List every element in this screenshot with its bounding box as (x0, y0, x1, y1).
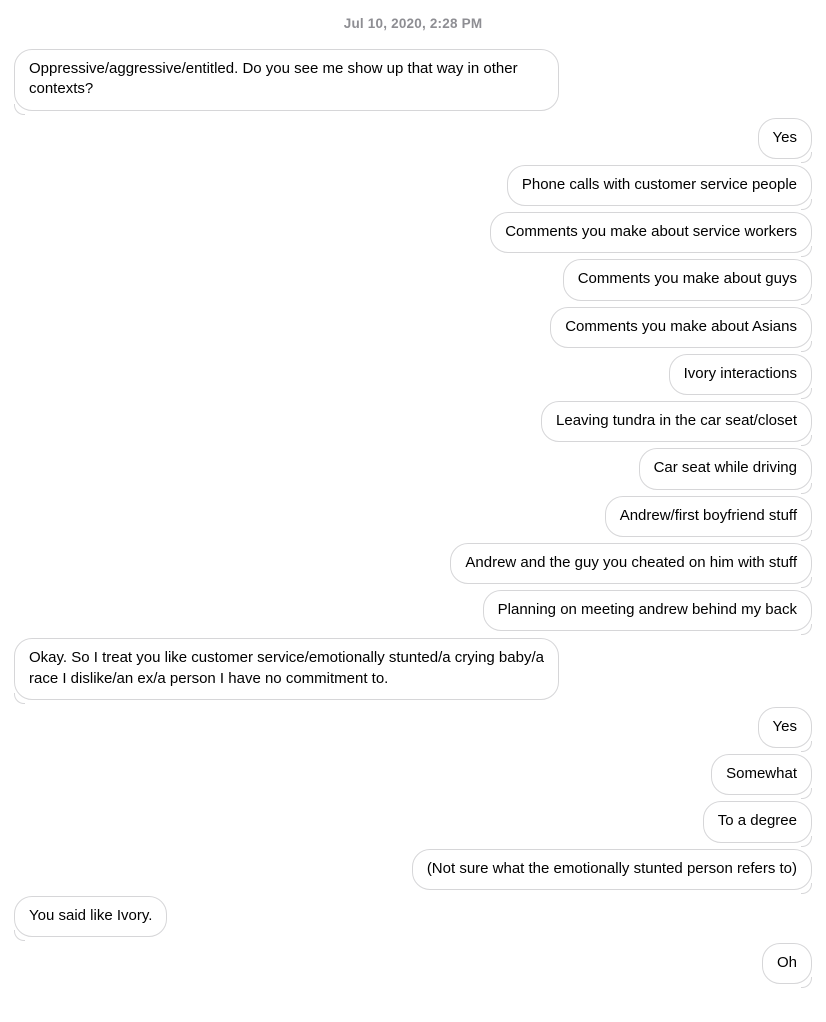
message-bubble-outgoing[interactable]: To a degree (703, 801, 812, 842)
message-bubble-outgoing[interactable]: Comments you make about service workers (490, 212, 812, 253)
message-row (0, 45, 826, 115)
message-bubble-outgoing[interactable]: Comments you make about Asians (550, 307, 812, 348)
message-row (0, 751, 826, 798)
message-bubble-outgoing[interactable]: Oh (762, 943, 812, 984)
message-bubble-outgoing[interactable]: Ivory interactions (669, 354, 812, 395)
message-row (0, 798, 826, 845)
message-row (0, 893, 826, 940)
message-row (0, 209, 826, 256)
message-bubble-incoming[interactable]: Oppressive/aggressive/entitled. Do you see me show up that way in other contexts? (14, 49, 559, 111)
message-row (0, 162, 826, 209)
message-bubble-incoming[interactable]: Okay. So I treat you like customer service/emotionally stunted/a crying baby/a race I dislike/an ex/a person I have no commitment to. (14, 638, 559, 700)
message-row (0, 587, 826, 634)
message-bubble-outgoing[interactable]: Yes (758, 118, 812, 159)
message-row (0, 493, 826, 540)
message-bubble-incoming[interactable]: You said like Ivory. (14, 896, 167, 937)
message-bubble-outgoing[interactable]: Andrew/first boyfriend stuff (605, 496, 812, 537)
message-bubble-outgoing[interactable]: Somewhat (711, 754, 812, 795)
message-row (0, 304, 826, 351)
message-row (0, 256, 826, 303)
message-bubble-outgoing[interactable]: Planning on meeting andrew behind my back (483, 590, 812, 631)
message-bubble-outgoing[interactable]: Phone calls with customer service people (507, 165, 812, 206)
message-bubble-outgoing[interactable]: Yes (758, 707, 812, 748)
message-row (0, 846, 826, 893)
message-row (0, 540, 826, 587)
message-row (0, 940, 826, 987)
message-row (0, 445, 826, 492)
message-bubble-outgoing[interactable]: (Not sure what the emotionally stunted person refers to) (412, 849, 812, 890)
message-bubble-outgoing[interactable]: Andrew and the guy you cheated on him with stuff (450, 543, 812, 584)
message-row (0, 398, 826, 445)
message-row (0, 634, 826, 704)
message-row (0, 351, 826, 398)
thread-timestamp: Jul 10, 2020, 2:28 PM (343, 16, 483, 31)
message-list (0, 45, 826, 987)
message-bubble-outgoing[interactable]: Car seat while driving (639, 448, 812, 489)
message-bubble-outgoing[interactable]: Comments you make about guys (563, 259, 812, 300)
message-row (0, 115, 826, 162)
message-row (0, 704, 826, 751)
message-bubble-outgoing[interactable]: Leaving tundra in the car seat/closet (541, 401, 812, 442)
